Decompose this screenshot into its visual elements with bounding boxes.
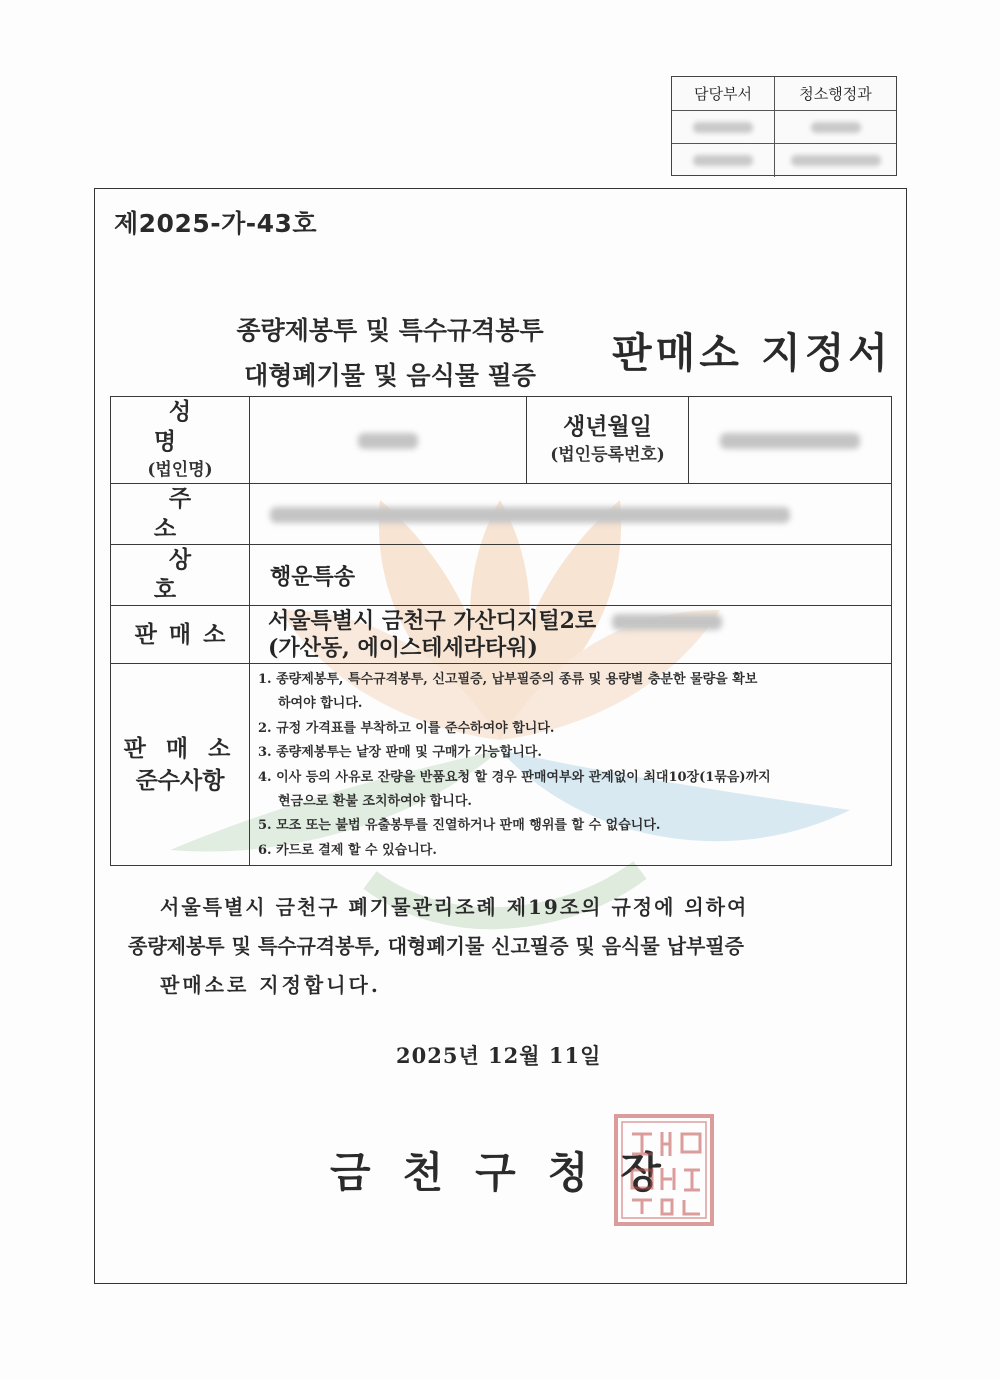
document-title-left [200,308,580,398]
shop-address-line2: (가산동, 에이스테세라타워) [268,634,538,661]
approval-redacted-cell [672,144,775,177]
rules-label-line2: 준수사항 [135,766,225,794]
rules-label-cell [111,664,250,866]
statement-line-1: 서울특별시 금천구 폐기물관리조례 제19조의 규정에 의하여 [160,895,749,919]
rule-item: 6. 카드로 결제 할 수 있습니다. [258,842,437,858]
rules-label-line1: 판 매 소 [123,734,237,762]
shop-address-line1: 서울특별시 금천구 가산디지털2로 [268,607,597,634]
table-row-address [111,484,892,545]
table-row-name [111,397,892,484]
designation-statement [120,888,890,1005]
rule-item-continued: 하여야 합니다. [278,696,363,712]
approval-redacted-cell [672,111,775,144]
trade-label: 상 호 [153,546,222,603]
shop-value-cell [250,606,892,664]
address-value-redacted [250,484,892,545]
rule-item: 3. 종량제봉투는 낱장 판매 및 구매가 가능합니다. [258,745,542,761]
approval-dept-label: 담당부서 [672,77,775,111]
birth-label-cell [527,397,689,484]
rules-cell [250,664,892,866]
statement-line-3: 판매소로 지정합니다. [160,973,381,997]
approval-redacted-cell [775,144,896,177]
address-label: 주 소 [153,485,222,542]
trade-value: 행운특송 [250,545,892,606]
approval-redacted-cell [775,111,896,144]
name-sublabel: (법인명) [147,460,213,480]
document-title-right: 판매소 지정서 [612,329,892,377]
table-row-rules [111,664,892,866]
approval-box [671,76,897,176]
issuer-name: 금천구청장 [330,1148,693,1197]
address-label-cell [111,484,250,545]
rule-item: 2. 규정 가격표를 부착하고 이를 준수하여야 합니다. [258,720,555,736]
table-row-trade [111,545,892,606]
birth-value-redacted [689,397,892,484]
name-label: 성 명 [153,398,222,455]
shop-label: 판매소 [134,620,238,648]
trade-label-cell [111,545,250,606]
rule-item: 1. 종량제봉투, 특수규격봉투, 신고필증, 납부필증의 종류 및 용량별 충분한 물량을 확보 [258,672,758,687]
official-seal-icon [612,1112,716,1228]
rules-list [250,664,891,865]
shop-label-cell [111,606,250,664]
birth-sublabel: (법인등록번호) [550,445,665,465]
title-line-2: 대형폐기물 및 음식물 필증 [244,361,536,390]
document-number: 제2025-가-43호 [114,209,318,238]
statement-line-2: 종량제봉투 및 특수규격봉투, 대형폐기물 신고필증 및 음식물 납부필증 [128,934,744,958]
rule-item: 5. 모조 또는 불법 유출봉투를 진열하거나 판매 행위를 할 수 없습니다. [258,818,661,834]
issue-date: 2025년 12월 11일 [396,1043,602,1068]
birth-label: 생년월일 [563,413,652,440]
info-table [110,396,892,866]
name-label-cell [111,397,250,484]
table-row-shop [111,606,892,664]
title-line-1: 종량제봉투 및 특수규격봉투 [236,316,544,345]
approval-dept-value: 청소행정과 [775,77,896,111]
name-value-redacted [250,397,527,484]
rule-item: 4. 이사 등의 사유로 잔량을 반품요청 할 경우 판매여부와 관계없이 최대10장(1묶음)까지 [258,769,771,785]
rule-item-continued: 현금으로 환불 조치하여야 합니다. [278,794,472,810]
